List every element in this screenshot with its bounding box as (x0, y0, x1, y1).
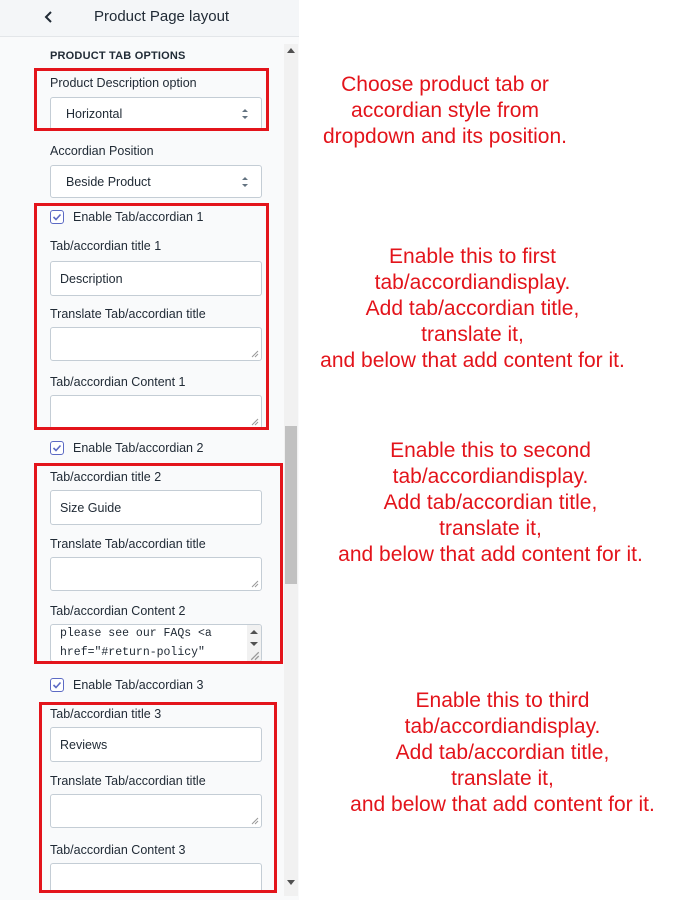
panel-scrollbar[interactable] (284, 44, 298, 896)
annotation-note-4 (330, 688, 675, 818)
page-title: Product Page layout (94, 8, 230, 25)
enable-tab-3-label: Enable Tab/accordian 3 (73, 678, 204, 692)
tab-3-translate-label: Translate Tab/accordian title (50, 774, 206, 788)
note-line: and below that add content for it. (338, 543, 643, 566)
highlight-box-tab-2 (34, 463, 283, 664)
section-heading: PRODUCT TAB OPTIONS (50, 50, 186, 62)
note-line: and below that add content for it. (350, 793, 655, 816)
product-description-value: Horizontal (66, 107, 123, 121)
note-line: tab/accordiandisplay. (374, 271, 571, 294)
note-line: translate it, (439, 517, 542, 540)
note-line: translate it, (421, 323, 524, 346)
tab-2-translate-label: Translate Tab/accordian title (50, 537, 206, 551)
annotation-note-3 (318, 438, 663, 568)
tab-2-title-label: Tab/accordian title 2 (50, 470, 162, 484)
annotation-note-2 (300, 244, 645, 374)
note-line: tab/accordiandisplay. (392, 465, 589, 488)
tab-1-content-label: Tab/accordian Content 1 (50, 375, 186, 389)
tab-1-translate-label: Translate Tab/accordian title (50, 307, 206, 321)
scroll-up-icon[interactable] (287, 48, 295, 53)
enable-tab-3-checkbox[interactable] (50, 678, 64, 692)
note-line: Choose product tab or (341, 73, 549, 96)
highlight-box-dropdown (34, 68, 269, 131)
content-line: please see our FAQs <a (60, 627, 212, 640)
accordian-position-label: Accordian Position (50, 144, 154, 158)
note-line: Enable this to first (389, 245, 556, 268)
note-line: accordian style from (351, 99, 539, 122)
chevron-left-icon (40, 6, 60, 28)
checkmark-icon (52, 443, 62, 453)
tab-3-content-label: Tab/accordian Content 3 (50, 843, 186, 857)
scrollbar-thumb[interactable] (285, 426, 297, 584)
enable-tab-1-label: Enable Tab/accordian 1 (73, 210, 204, 224)
note-line: Enable this to second (390, 439, 591, 462)
enable-tab-2-label: Enable Tab/accordian 2 (73, 441, 204, 455)
tab-3-title-label: Tab/accordian title 3 (50, 707, 162, 721)
tab-3-title-value: Reviews (60, 738, 108, 752)
accordian-position-select[interactable] (50, 165, 262, 198)
product-description-label: Product Description option (50, 76, 197, 90)
note-line: Add tab/accordian title, (365, 297, 580, 320)
note-line: Add tab/accordian title, (383, 491, 598, 514)
checkmark-icon (52, 680, 62, 690)
note-line: translate it, (451, 767, 554, 790)
content-line: href="#return-policy" (60, 646, 205, 659)
enable-tab-2-checkbox[interactable] (50, 441, 64, 455)
note-line: and below that add content for it. (320, 349, 625, 372)
highlight-box-tab-1 (34, 203, 269, 430)
note-line: Add tab/accordian title, (395, 741, 610, 764)
highlight-box-tab-3 (39, 702, 277, 893)
back-button[interactable] (40, 6, 60, 28)
annotation-note-1 (300, 72, 590, 150)
note-line: Enable this to third (415, 689, 590, 712)
tab-1-title-label: Tab/accordian title 1 (50, 239, 162, 253)
select-arrows-icon (241, 175, 249, 189)
panel-header (0, 0, 299, 37)
note-line: tab/accordiandisplay. (404, 715, 601, 738)
tab-1-title-value: Description (60, 272, 123, 286)
tab-2-title-value: Size Guide (60, 501, 122, 515)
accordian-position-value: Beside Product (66, 175, 151, 189)
scroll-down-icon[interactable] (287, 880, 295, 885)
tab-2-content-label: Tab/accordian Content 2 (50, 604, 186, 618)
note-line: dropdown and its position. (323, 125, 567, 148)
